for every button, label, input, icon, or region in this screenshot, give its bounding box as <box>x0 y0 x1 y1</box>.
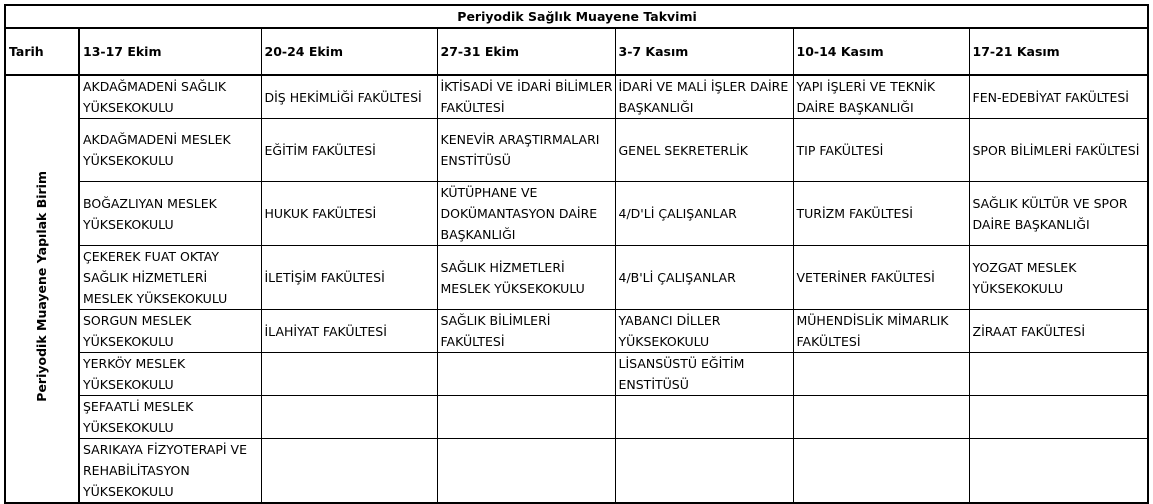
table-cell: İKTİSADİ VE İDARİ BİLİMLER FAKÜLTESİ <box>437 75 615 119</box>
table-cell: MÜHENDİSLİK MİMARLIK FAKÜLTESİ <box>793 310 969 353</box>
table-cell <box>969 353 1148 396</box>
header-cell-week-5: 10-14 Kasım <box>793 28 969 75</box>
table-cell <box>969 439 1148 504</box>
table-row <box>5 353 1148 396</box>
table-cell: LİSANSÜSTÜ EĞİTİM ENSTİTÜSÜ <box>615 353 793 396</box>
table-cell <box>615 396 793 439</box>
table-cell: İLAHİYAT FAKÜLTESİ <box>261 310 437 353</box>
table-cell: FEN-EDEBİYAT FAKÜLTESİ <box>969 75 1148 119</box>
table-cell <box>793 396 969 439</box>
table-row <box>5 119 1148 182</box>
table-row <box>5 75 1148 119</box>
table-cell <box>437 439 615 504</box>
side-label-cell <box>5 75 79 503</box>
schedule-table <box>4 4 1149 504</box>
header-cell-date: Tarih <box>5 28 79 75</box>
table-cell <box>615 439 793 504</box>
table-cell: TIP FAKÜLTESİ <box>793 119 969 182</box>
table-cell: AKDAĞMADENİ MESLEK YÜKSEKOKULU <box>79 119 261 182</box>
table-row <box>5 246 1148 310</box>
header-row <box>5 28 1148 75</box>
header-cell-week-3: 27-31 Ekim <box>437 28 615 75</box>
table-cell <box>437 396 615 439</box>
table-cell <box>261 353 437 396</box>
table-cell: KENEVİR ARAŞTIRMALARI ENSTİTÜSÜ <box>437 119 615 182</box>
table-cell: YAPI İŞLERİ VE TEKNİK DAİRE BAŞKANLIĞI <box>793 75 969 119</box>
table-cell: İDARİ VE MALİ İŞLER DAİRE BAŞKANLIĞI <box>615 75 793 119</box>
table-row <box>5 182 1148 246</box>
header-cell-week-1: 13-17 Ekim <box>79 28 261 75</box>
table-cell: 4/B'Lİ ÇALIŞANLAR <box>615 246 793 310</box>
table-cell: AKDAĞMADENİ SAĞLIK YÜKSEKOKULU <box>79 75 261 119</box>
table-cell: BOĞAZLIYAN MESLEK YÜKSEKOKULU <box>79 182 261 246</box>
table-cell: GENEL SEKRETERLİK <box>615 119 793 182</box>
table-cell: SAĞLIK KÜLTÜR VE SPOR DAİRE BAŞKANLIĞI <box>969 182 1148 246</box>
table-cell: 4/D'Lİ ÇALIŞANLAR <box>615 182 793 246</box>
table-cell: ÇEKEREK FUAT OKTAY SAĞLIK HİZMETLERİ MESLEK YÜKSEKOKULU <box>79 246 261 310</box>
table-cell: ŞEFAATLİ MESLEK YÜKSEKOKULU <box>79 396 261 439</box>
header-cell-week-6: 17-21 Kasım <box>969 28 1148 75</box>
table-cell <box>437 353 615 396</box>
table-cell <box>261 396 437 439</box>
header-cell-week-4: 3-7 Kasım <box>615 28 793 75</box>
table-cell <box>261 439 437 504</box>
table-cell: SORGUN MESLEK YÜKSEKOKULU <box>79 310 261 353</box>
table-cell: SAĞLIK HİZMETLERİ MESLEK YÜKSEKOKULU <box>437 246 615 310</box>
table-cell: DİŞ HEKİMLİĞİ FAKÜLTESİ <box>261 75 437 119</box>
table-cell: SARIKAYA FİZYOTERAPİ VE REHABİLİTASYON YÜKSEKOKULU <box>79 439 261 504</box>
table-cell: VETERİNER FAKÜLTESİ <box>793 246 969 310</box>
table-cell <box>793 353 969 396</box>
table-row <box>5 396 1148 439</box>
table-cell: SAĞLIK BİLİMLERİ FAKÜLTESİ <box>437 310 615 353</box>
table-cell: TURİZM FAKÜLTESİ <box>793 182 969 246</box>
table-row <box>5 439 1148 504</box>
table-cell: YERKÖY MESLEK YÜKSEKOKULU <box>79 353 261 396</box>
table-cell: YABANCI DİLLER YÜKSEKOKULU <box>615 310 793 353</box>
table-cell <box>793 439 969 504</box>
table-row <box>5 310 1148 353</box>
table-cell: HUKUK FAKÜLTESİ <box>261 182 437 246</box>
table-cell: SPOR BİLİMLERİ FAKÜLTESİ <box>969 119 1148 182</box>
table-cell: KÜTÜPHANE VE DOKÜMANTASYON DAİRE BAŞKANLIĞI <box>437 182 615 246</box>
header-cell-week-2: 20-24 Ekim <box>261 28 437 75</box>
table-cell: İLETİŞİM FAKÜLTESİ <box>261 246 437 310</box>
table-cell: EĞİTİM FAKÜLTESİ <box>261 119 437 182</box>
table-cell <box>969 396 1148 439</box>
table-cell: YOZGAT MESLEK YÜKSEKOKULU <box>969 246 1148 310</box>
side-label: Periyodik Muayene Yapılak Birim <box>34 170 49 402</box>
table-title: Periyodik Sağlık Muayene Takvimi <box>5 5 1148 28</box>
table-cell: ZİRAAT FAKÜLTESİ <box>969 310 1148 353</box>
